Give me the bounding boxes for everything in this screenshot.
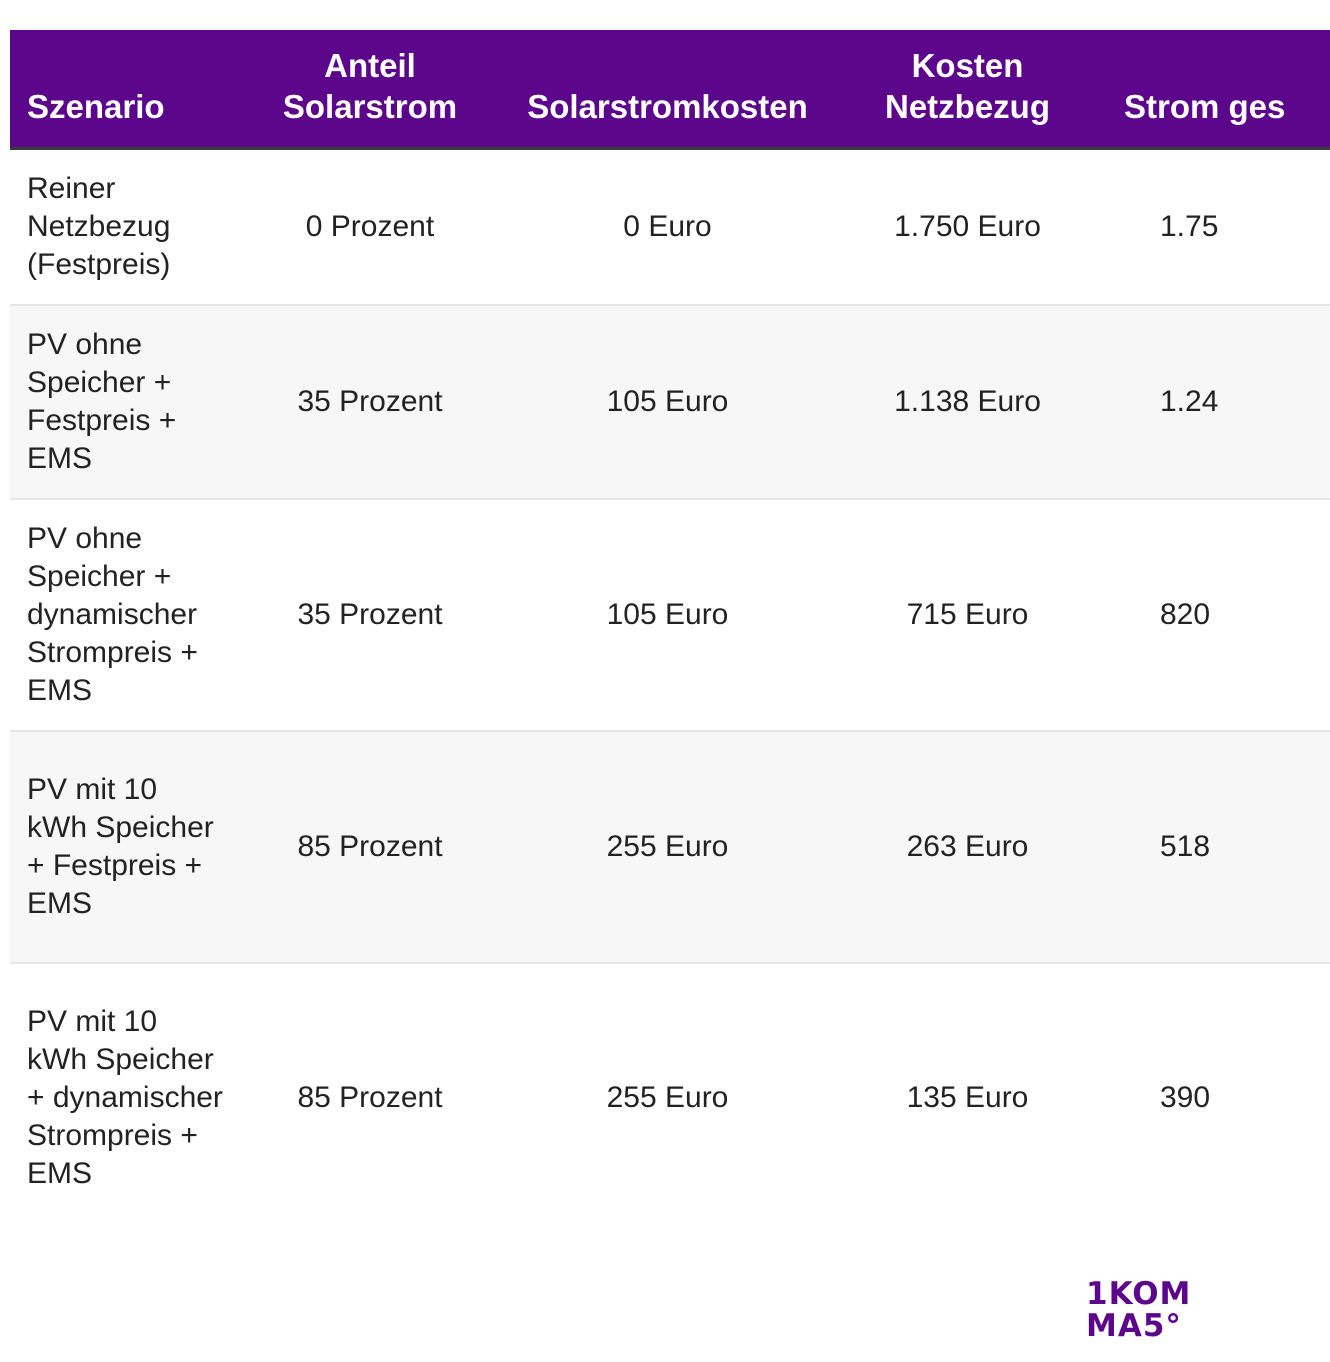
cell-grid-cost: 1.750 Euro [835,148,1100,305]
cell-total-cost: 1.75 [1100,148,1330,305]
cell-solar-share: 35 Prozent [240,499,500,731]
cell-solar-cost: 255 Euro [606,1081,729,1114]
cell-grid-cost: 263 Euro [835,731,1100,963]
header-solar-cost: Solarstromkosten [500,30,835,148]
cell-grid-cost: 1.138 Euro [835,305,1100,499]
cell-total-cost: 820 [1100,499,1330,731]
cell-solar-share: 85 Prozent [297,1081,443,1114]
comparison-table-container [10,30,1286,1233]
table-row [10,305,1330,499]
cell-solar-share: 35 Prozent [240,305,500,499]
cell-scenario: PV ohne Speicher + Festpreis + EMS [10,305,240,499]
table-row [10,499,1330,731]
cell-solar-share: 85 Prozent [240,731,500,963]
cell-scenario: PV ohne Speicher + dynamischer Strompreis + EMS [10,499,240,731]
comparison-table [10,30,1330,1233]
logo-line-1: 1KOM [1086,1276,1192,1312]
cell-grid-cost: 715 Euro [835,499,1100,731]
table-row [10,148,1330,305]
header-solar-share: Anteil Solarstrom [240,30,500,148]
cell-total-cost: 518 [1100,731,1330,963]
cell-solar-cost: 105 Euro [500,305,835,499]
logo-line-2: MA5° [1086,1308,1182,1344]
cell-solar-cost: 105 Euro [500,499,835,731]
brand-logo [1086,1278,1206,1342]
cell-total-cost: 1.24 [1100,305,1330,499]
table-row [10,731,1330,963]
header-scenario: Szenario [10,30,240,148]
header-total-cost: Strom ges [1100,30,1330,148]
cell-grid-cost: 135 Euro [906,1081,1029,1114]
cell-solar-share: 0 Prozent [240,148,500,305]
header-grid-cost: Kosten Netzbezug [835,30,1100,148]
cell-solar-cost: 0 Euro [500,148,835,305]
cell-total-cost: 390 [1160,1081,1211,1114]
cell-solar-cost: 255 Euro [500,731,835,963]
cell-scenario: PV mit 10 kWh Speicher + dynamischer Strompreis + EMS [27,1005,223,1190]
cell-scenario: Reiner Netzbezug (Festpreis) [10,148,240,305]
table-header-row [10,30,1330,148]
cell-scenario: PV mit 10 kWh Speicher + Festpreis + EMS [10,731,240,963]
table-row [10,963,1330,1233]
